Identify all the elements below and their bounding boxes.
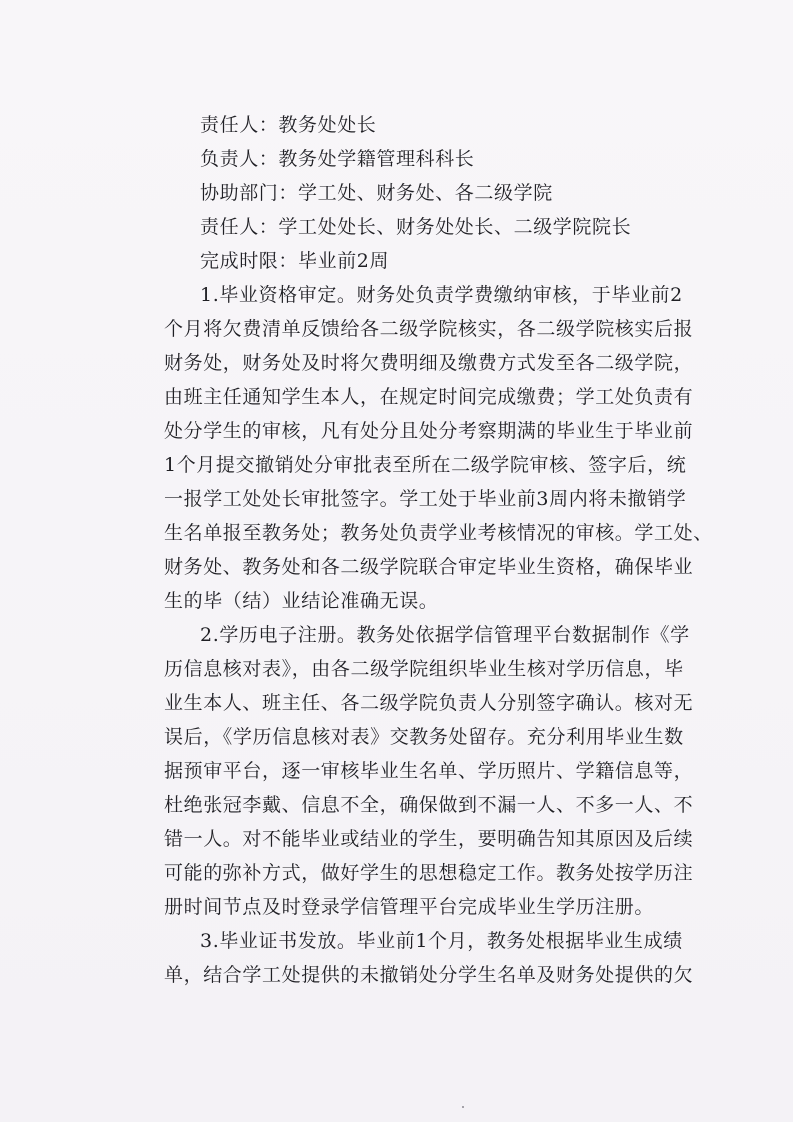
paragraph-2-line-7: 错一人。对不能毕业或结业的学生，要明确告知其原因及后续 [164,828,694,850]
paragraph-1-line-10: 生的毕（结）业结论准确无误。 [164,590,439,612]
header-line-assist-departments: 协助部门：学工处、财务处、各二级学院 [200,182,553,204]
paragraph-2-line-2: 历信息核对表》，由各二级学院组织毕业生核对学历信息，毕 [164,658,684,680]
paragraph-2-line-3: 业生本人、班主任、各二级学院负责人分别签字确认。核对无 [164,692,694,714]
paragraph-1-line-9: 财务处、教务处和各二级学院联合审定毕业生资格，确保毕业 [164,556,694,578]
paragraph-1-line-5: 处分学生的审核，凡有处分且处分考察期满的毕业生于毕业前 [164,420,694,442]
header-line-lead: 负责人：教务处学籍管理科科长 [200,148,475,170]
paragraph-1-line-2: 个月将欠费清单反馈给各二级学院核实，各二级学院核实后报 [164,318,694,340]
header-line-deadline: 完成时限：毕业前2周 [200,250,390,272]
paragraph-2-line-9: 册时间节点及时登录学信管理平台完成毕业生学历注册。 [164,896,655,918]
paragraph-1-line-4: 由班主任通知学生本人，在规定时间完成缴费；学工处负责有 [164,386,694,408]
document-body [164,108,724,992]
paragraph-2-line-4: 误后，《学历信息核对表》交教务处留存。充分利用毕业生数 [164,726,684,748]
header-line-responsible-leaders: 责任人：学工处处长、财务处处长、二级学院院长 [200,216,632,238]
paragraph-3-line-1: 3.毕业证书发放。毕业前1个月，教务处根据毕业生成绩 [200,930,683,952]
header-line-responsible: 责任人：教务处处长 [200,114,377,136]
scan-mark [462,1106,464,1108]
paragraph-1-line-1: 1.毕业资格审定。财务处负责学费缴纳审核，于毕业前2 [200,284,683,306]
paragraph-2-line-1: 2.学历电子注册。教务处依据学信管理平台数据制作《学 [200,624,690,646]
paragraph-2-line-6: 杜绝张冠李戴、信息不全，确保做到不漏一人、不多一人、不 [164,794,694,816]
paragraph-1-line-7: 一报学工处处长审批签字。学工处于毕业前3周内将未撤销学 [164,488,687,510]
paragraph-3-line-2: 单，结合学工处提供的未撤销处分学生名单及财务处提供的欠 [164,964,694,986]
paragraph-1-line-6: 1个月提交撤销处分审批表至所在二级学院审核、签字后，统 [164,454,687,476]
paragraph-2-line-8: 可能的弥补方式，做好学生的思想稳定工作。教务处按学历注 [164,862,694,884]
paragraph-2-line-5: 据预审平台，逐一审核毕业生名单、学历照片、学籍信息等， [164,760,694,782]
paragraph-1-line-3: 财务处，财务处及时将欠费明细及缴费方式发至各二级学院， [164,352,694,374]
paragraph-1-line-8: 生名单报至教务处；教务处负责学业考核情况的审核。学工处、 [164,522,713,544]
